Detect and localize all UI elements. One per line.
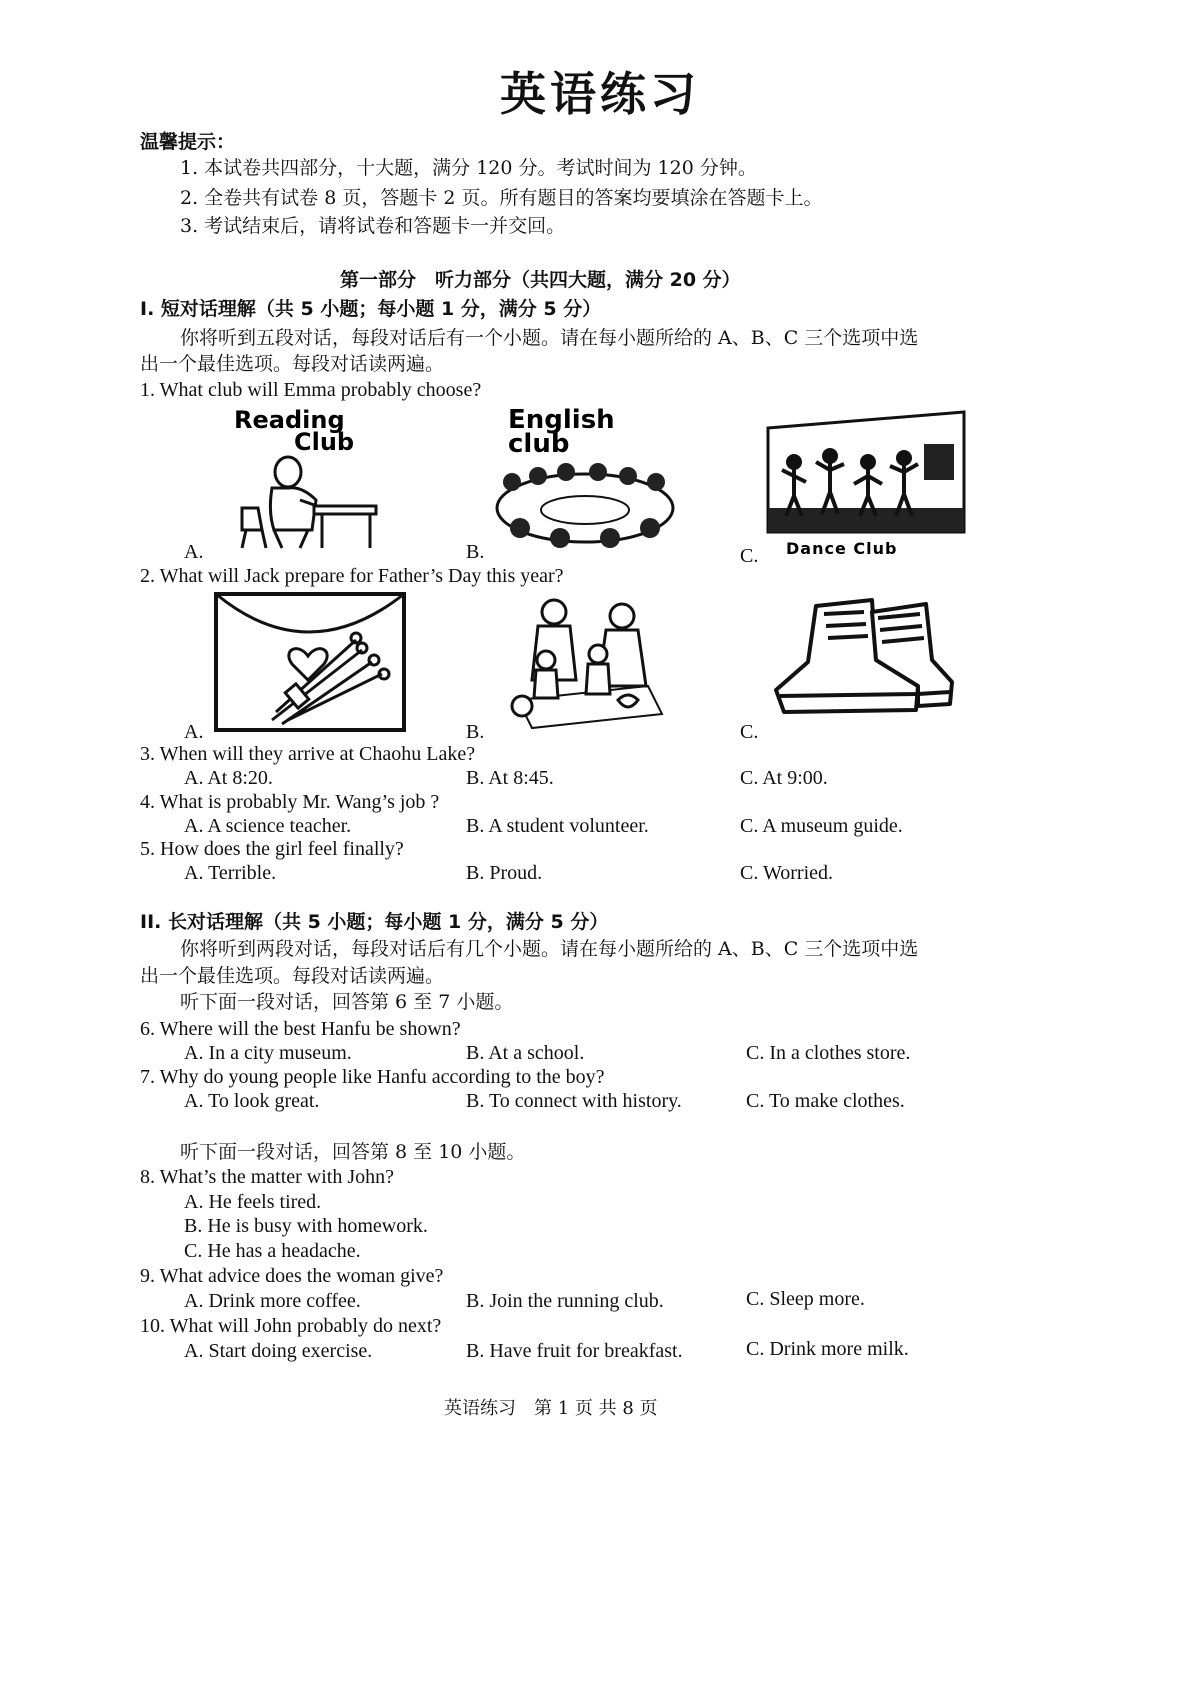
q10-option-a: A. Start doing exercise. xyxy=(184,1340,373,1362)
q4-option-c: C. A museum guide. xyxy=(740,815,903,837)
english-club-label-1: English xyxy=(508,405,615,435)
q1-option-b: B. xyxy=(466,541,485,563)
q3-option-c: C. At 9:00. xyxy=(740,767,828,789)
english-club-label-2: club xyxy=(508,429,570,459)
q5-option-c: C. Worried. xyxy=(740,862,834,884)
question-8: 8. What’s the matter with John? xyxy=(140,1166,395,1188)
q8-option-c: C. He has a headache. xyxy=(184,1240,361,1262)
q6-option-c: C. In a clothes store. xyxy=(746,1042,911,1064)
english-club-picture xyxy=(490,404,680,550)
section2-heading: II. 长对话理解（共 5 小题；每小题 1 分，满分 5 分） xyxy=(140,911,609,933)
q2-option-c: C. xyxy=(740,721,759,743)
question-4: 4. What is probably Mr. Wang’s job ? xyxy=(140,791,440,813)
question-10: 10. What will John probably do next? xyxy=(140,1315,442,1337)
q7-option-b: B. To connect with history. xyxy=(466,1090,682,1112)
q1-option-c: C. xyxy=(740,545,759,567)
q4-option-b: B. A student volunteer. xyxy=(466,815,649,837)
question-7: 7. Why do young people like Hanfu according to the boy? xyxy=(140,1066,605,1088)
section1-heading: I. 短对话理解（共 5 小题；每小题 1 分，满分 5 分） xyxy=(140,298,602,320)
question-9: 9. What advice does the woman give? xyxy=(140,1265,444,1287)
card-with-flowers-picture xyxy=(212,590,408,736)
tips-heading: 温馨提示： xyxy=(140,131,236,153)
tip-item-1: 1. 本试卷共四部分，十大题，满分 120 分。考试时间为 120 分钟。 xyxy=(180,157,757,179)
q10-option-b: B. Have fruit for breakfast. xyxy=(466,1340,683,1362)
page-footer: 英语练习 第 1 页 共 8 页 xyxy=(444,1398,658,1419)
q8-option-b: B. He is busy with homework. xyxy=(184,1215,428,1237)
dance-club-label: Dance Club xyxy=(786,539,898,556)
question-2: 2. What will Jack prepare for Father’s Day this year? xyxy=(140,565,564,587)
q1-option-a: A. xyxy=(184,541,204,563)
q5-option-b: B. Proud. xyxy=(466,862,543,884)
q8-option-a: A. He feels tired. xyxy=(184,1191,322,1213)
q9-option-b: B. Join the running club. xyxy=(466,1290,664,1312)
reading-club-label-1: Reading xyxy=(234,406,345,434)
section1-instruction-1: 你将听到五段对话，每段对话后有一个小题。请在每小题所给的 A、B、C 三个选项中选 xyxy=(180,327,919,349)
q3-option-b: B. At 8:45. xyxy=(466,767,554,789)
q4-option-a: A. A science teacher. xyxy=(184,815,352,837)
q9-option-c: C. Sleep more. xyxy=(746,1288,865,1310)
section2-instruction-1: 你将听到两段对话，每段对话后有几个小题。请在每小题所给的 A、B、C 三个选项中选 xyxy=(180,938,919,960)
reading-club-picture xyxy=(212,402,412,550)
question-5: 5. How does the girl feel finally? xyxy=(140,838,404,860)
page-title: 英语练习 xyxy=(500,67,700,121)
section1-instruction-2: 出一个最佳选项。每段对话读两遍。 xyxy=(140,353,445,375)
q9-option-a: A. Drink more coffee. xyxy=(184,1290,361,1312)
section2-instruction-2: 出一个最佳选项。每段对话读两遍。 xyxy=(140,965,445,987)
question-1: 1. What club will Emma probably choose? xyxy=(140,379,482,401)
q6-option-b: B. At a school. xyxy=(466,1042,585,1064)
question-6: 6. Where will the best Hanfu be shown? xyxy=(140,1018,461,1040)
family-picnic-picture xyxy=(498,590,668,730)
q2-option-a: A. xyxy=(184,721,204,743)
q6-option-a: A. In a city museum. xyxy=(184,1042,352,1064)
q7-option-a: A. To look great. xyxy=(184,1090,320,1112)
question-3: 3. When will they arrive at Chaohu Lake? xyxy=(140,743,476,765)
boots-picture xyxy=(768,590,958,724)
q5-option-a: A. Terrible. xyxy=(184,862,277,884)
section2-sub-instruction-2: 听下面一段对话，回答第 8 至 10 小题。 xyxy=(180,1141,526,1163)
reading-club-label-2: Club xyxy=(294,428,355,456)
tip-item-2: 2. 全卷共有试卷 8 页，答题卡 2 页。所有题目的答案均要填涂在答题卡上。 xyxy=(180,187,823,209)
dance-club-picture xyxy=(764,404,968,556)
section2-sub-instruction-1: 听下面一段对话，回答第 6 至 7 小题。 xyxy=(180,991,514,1013)
q3-option-a: A. At 8:20. xyxy=(184,767,273,789)
part1-title: 第一部分 听力部分（共四大题，满分 20 分） xyxy=(340,269,741,291)
q7-option-c: C. To make clothes. xyxy=(746,1090,905,1112)
q2-option-b: B. xyxy=(466,721,485,743)
tip-item-3: 3. 考试结束后，请将试卷和答题卡一并交回。 xyxy=(180,215,566,237)
q10-option-c: C. Drink more milk. xyxy=(746,1338,909,1360)
